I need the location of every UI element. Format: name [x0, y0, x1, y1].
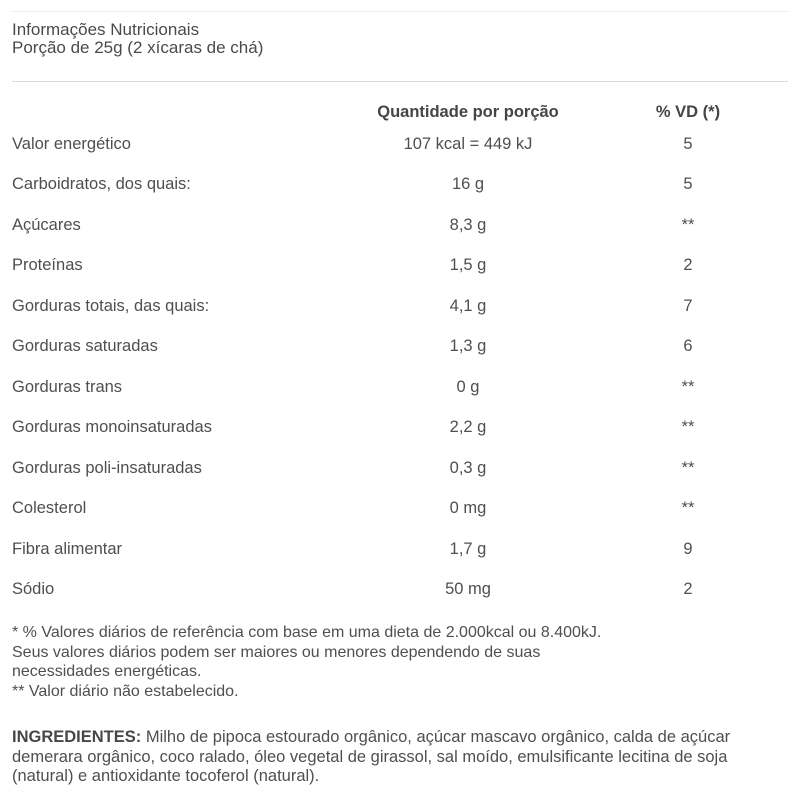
nutrient-dv: 5: [683, 175, 693, 194]
nutrient-label: Colesterol: [12, 499, 87, 518]
table-row: [12, 570, 788, 611]
nutrient-label: Gorduras poli-insaturadas: [12, 458, 202, 477]
header-divider: [12, 81, 788, 82]
footnote-daily-values: * % Valores diários de referência com base em uma dieta de 2.000kcal ou 8.400kJ. Seus valores diários podem ser maiores ou menores dependendo de suas necessidades energéticas.: [12, 624, 602, 680]
nutrient-label: Gorduras monoinsaturadas: [12, 418, 212, 437]
nutrient-quantity: 1,5 g: [449, 256, 487, 275]
nutrient-quantity: 0 g: [456, 377, 480, 396]
table-row: [12, 246, 788, 287]
column-header-dv: % VD (*): [655, 102, 721, 121]
nutrient-dv: **: [681, 215, 695, 234]
nutrient-label: Gorduras trans: [12, 377, 123, 396]
table-row: [12, 124, 788, 165]
table-row: [12, 165, 788, 206]
nutrient-label: Gorduras totais, das quais:: [12, 296, 210, 315]
nutrient-quantity: 0,3 g: [449, 458, 487, 477]
footnotes: [12, 623, 788, 701]
nutrient-dv: **: [681, 458, 695, 477]
nutrient-quantity: 8,3 g: [449, 215, 487, 234]
serving-size: Porção de 25g (2 xícaras de chá): [12, 38, 264, 57]
panel-title: Informações Nutricionais: [12, 20, 200, 39]
nutrient-label: Açúcares: [12, 215, 81, 234]
nutrient-dv: 2: [683, 580, 693, 599]
nutrient-quantity: 107 kcal = 449 kJ: [403, 134, 533, 153]
ingredients-text: Milho de pipoca estourado orgânico, açúcar mascavo orgânico, calda de açúcar demerara orgânico, coco ralado, óleo vegetal de girassol, sal moído, emulsificante lecitina de soja (natural) e antioxidante tocoferol (natural).: [12, 728, 731, 785]
nutrient-quantity: 1,3 g: [449, 337, 487, 356]
table-row: [12, 489, 788, 530]
nutrition-table: [12, 124, 788, 610]
nutrient-quantity: 0 mg: [449, 499, 487, 518]
nutrient-quantity: 1,7 g: [449, 539, 487, 558]
nutrient-label: Valor energético: [12, 134, 131, 153]
table-row: [12, 448, 788, 489]
nutrient-dv: 6: [683, 337, 693, 356]
nutrient-label: Carboidratos, dos quais:: [12, 175, 191, 194]
nutrient-dv: 9: [683, 539, 693, 558]
nutrient-dv: **: [681, 377, 695, 396]
panel-header: [12, 21, 788, 57]
table-column-headers: [12, 100, 788, 124]
column-header-quantity: Quantidade por porção: [377, 102, 559, 121]
nutrient-quantity: 2,2 g: [449, 418, 487, 437]
ingredients-label: INGREDIENTES:: [12, 728, 142, 746]
nutrient-label: Sódio: [12, 580, 55, 599]
table-row: [12, 408, 788, 449]
nutrient-dv: 7: [683, 296, 693, 315]
nutrient-dv: **: [681, 418, 695, 437]
nutrient-quantity: 50 mg: [445, 580, 491, 599]
nutrient-dv: **: [681, 499, 695, 518]
nutrient-quantity: 4,1 g: [449, 296, 487, 315]
nutrient-label: Proteínas: [12, 256, 83, 275]
ingredients-paragraph: [12, 728, 788, 787]
top-divider: [12, 11, 788, 12]
nutrient-label: Gorduras saturadas: [12, 337, 158, 356]
footnote-not-established: ** Valor diário não estabelecido.: [12, 682, 239, 700]
table-row: [12, 286, 788, 327]
table-row: [12, 529, 788, 570]
table-row: [12, 367, 788, 408]
nutrient-label: Fibra alimentar: [12, 539, 123, 558]
nutrient-dv: 5: [683, 134, 693, 153]
nutrient-quantity: 16 g: [451, 175, 485, 194]
table-row: [12, 327, 788, 368]
table-row: [12, 205, 788, 246]
nutrient-dv: 2: [683, 256, 693, 275]
